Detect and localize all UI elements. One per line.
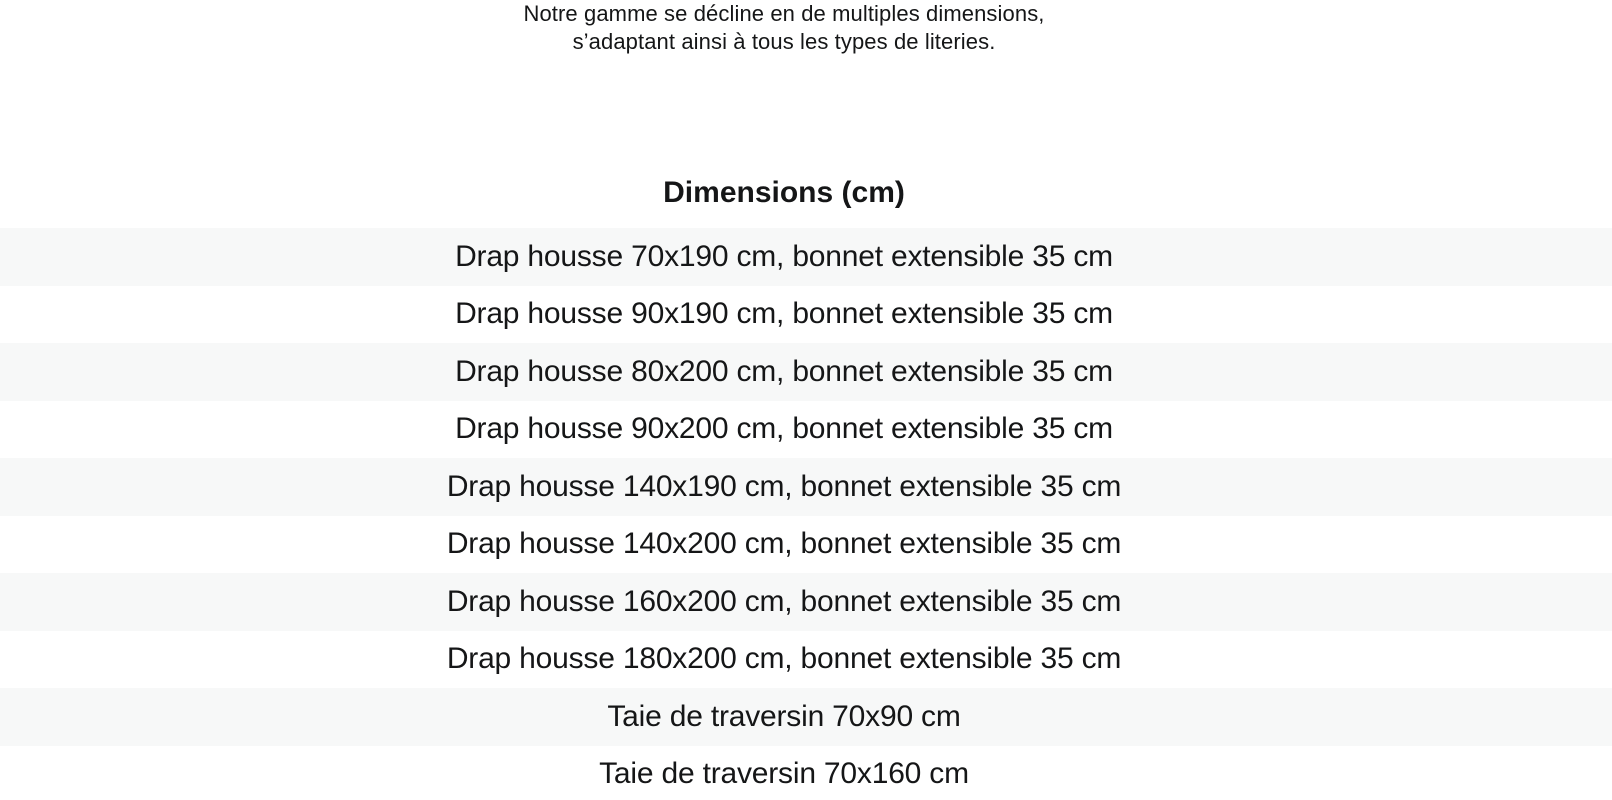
table-row <box>0 228 1612 286</box>
row-label: Drap housse 90x200 cm, bonnet extensible 35 cm <box>455 412 1113 446</box>
row-label: Drap housse 180x200 cm, bonnet extensible 35 cm <box>446 642 1122 676</box>
row-label: Drap housse 90x190 cm, bonnet extensible 35 cm <box>455 297 1113 331</box>
row-label: Drap housse 140x190 cm, bonnet extensible 35 cm <box>446 469 1122 503</box>
table-row <box>0 573 1612 631</box>
row-label: Taie de traversin 70x160 cm <box>599 757 969 791</box>
dimensions-title: Dimensions (cm) <box>663 176 905 209</box>
row-label: Drap housse 140x200 cm, bonnet extensible 35 cm <box>446 527 1122 561</box>
table-row <box>0 688 1612 746</box>
table-row <box>0 343 1612 401</box>
intro-text <box>0 0 1612 56</box>
row-label: Drap housse 70x190 cm, bonnet extensible 35 cm <box>455 239 1113 273</box>
table-row <box>0 458 1612 516</box>
row-label: Drap housse 160x200 cm, bonnet extensible 35 cm <box>446 584 1122 618</box>
table-row <box>0 286 1612 344</box>
row-label: Taie de traversin 70x90 cm <box>607 699 961 733</box>
row-label: Drap housse 80x200 cm, bonnet extensible 35 cm <box>455 354 1113 388</box>
table-row <box>0 631 1612 689</box>
table-row <box>0 516 1612 574</box>
table-row <box>0 401 1612 459</box>
intro-line-2: s’adaptant ainsi à tous les types de literies. <box>572 29 996 54</box>
dimensions-table <box>0 228 1612 800</box>
intro-line-1: Notre gamme se décline en de multiples dimensions, <box>523 1 1045 26</box>
table-row <box>0 746 1612 800</box>
